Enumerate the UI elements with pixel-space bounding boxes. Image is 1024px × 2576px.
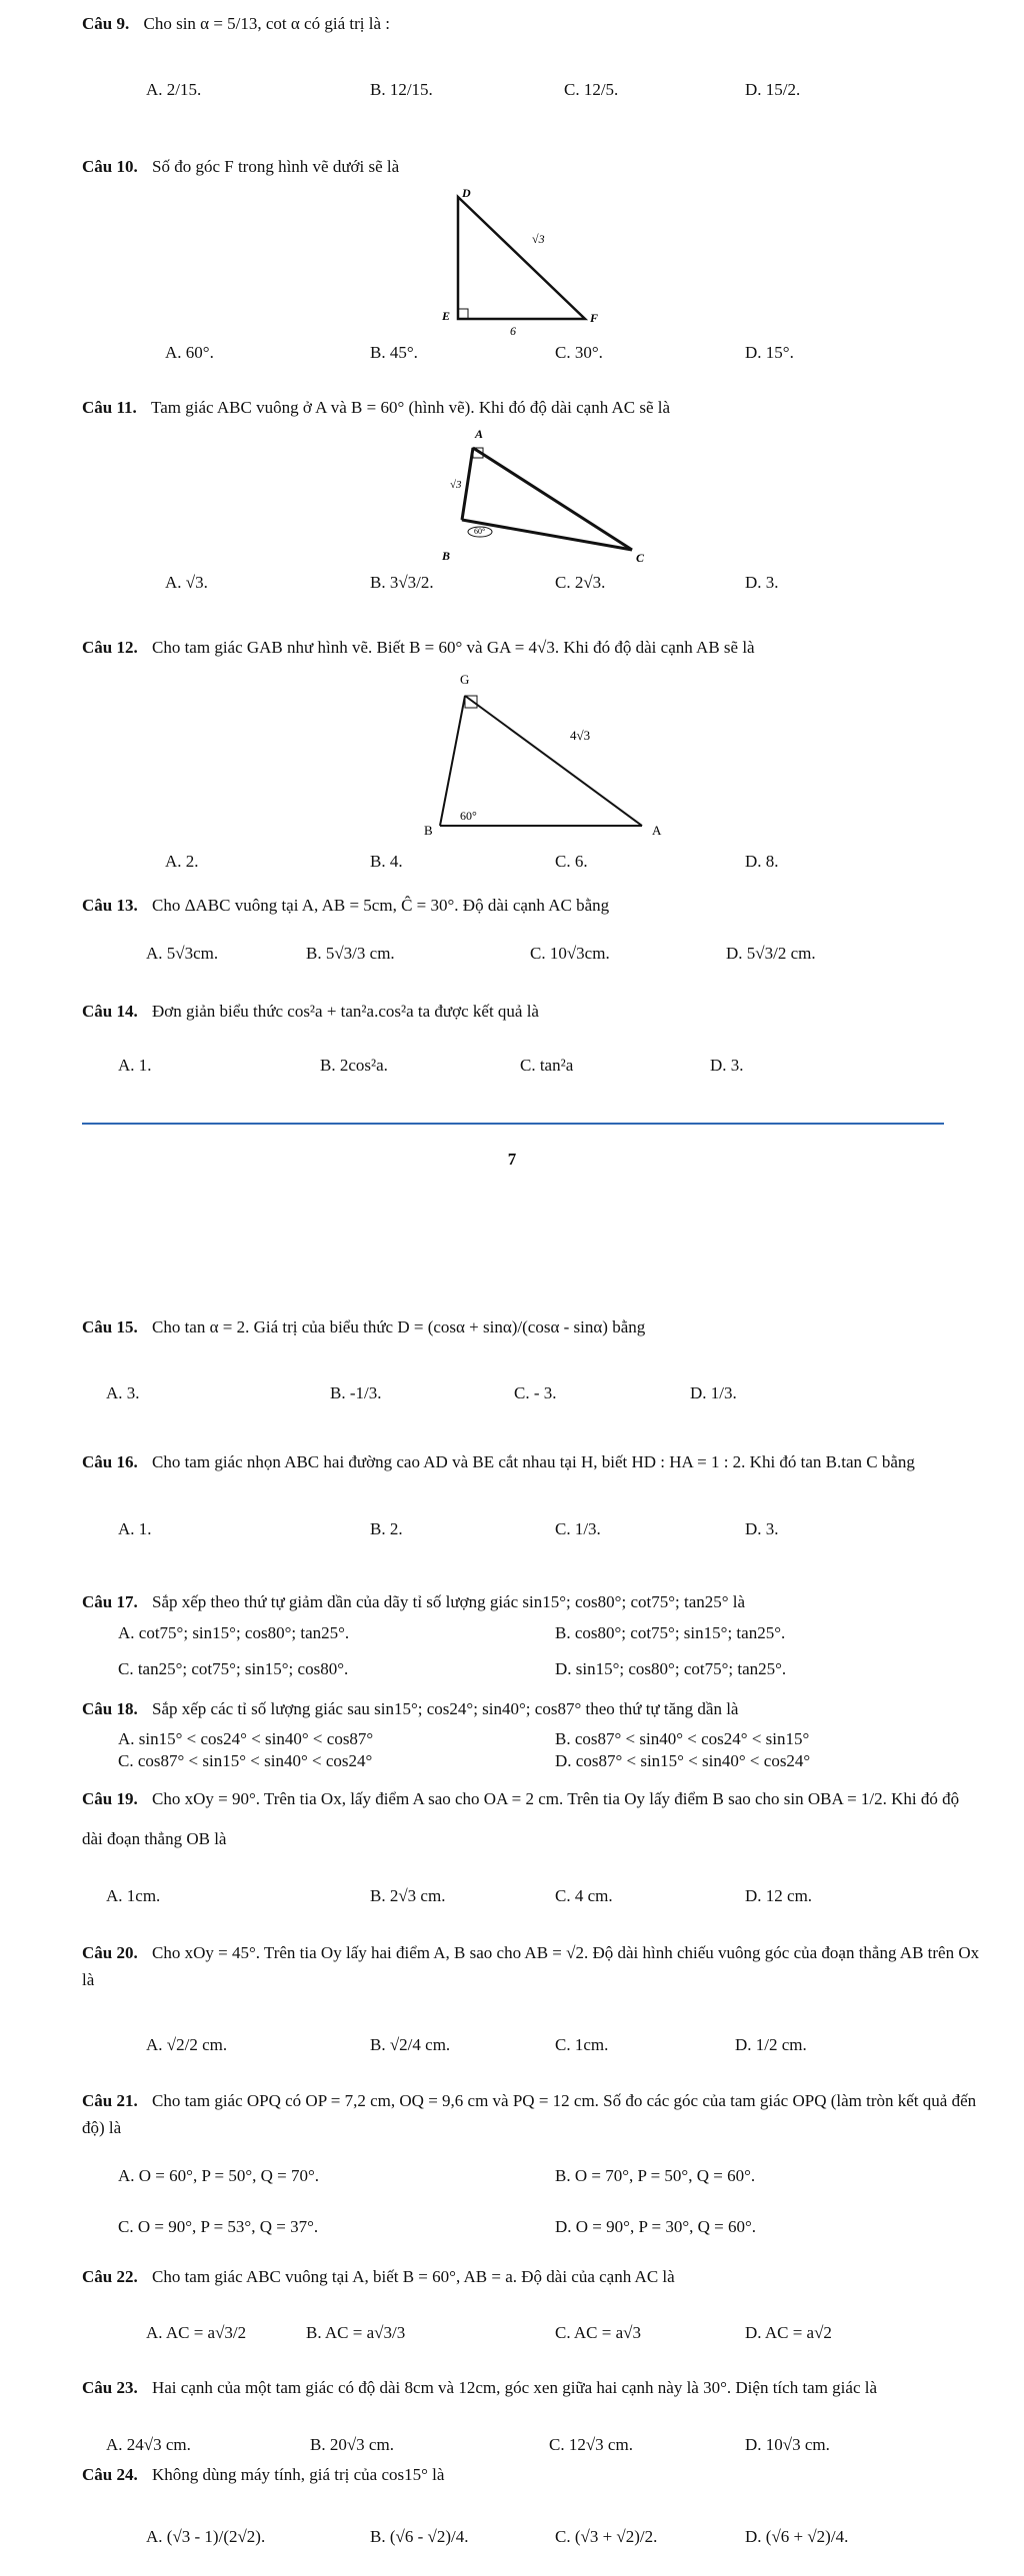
question-text: Sắp xếp các tỉ số lượng giác sau sin15°; cos24°; sin40°; cos87° theo thứ tự tăng dần là: [151, 1699, 739, 1718]
question-24: [82, 2465, 984, 2485]
option-d: D. 1/3.: [690, 1383, 737, 1402]
option-d: D. cos87° < sin15° < sin40° < cos24°: [555, 1751, 811, 1770]
option-d: D. 10√3 cm.: [745, 2435, 830, 2454]
label-c: C: [636, 551, 645, 565]
question-text: Cho tan α = 2. Giá trị của biểu thức D = (cosα + sinα)/(cosα - sinα) bằng: [151, 1317, 646, 1336]
option-b: B. 2.: [370, 1519, 403, 1538]
question-21: [82, 2087, 984, 2141]
label-d: D: [462, 186, 471, 200]
question-12: [82, 638, 984, 658]
option-c: C. 4 cm.: [555, 1886, 613, 1905]
option-d: D. 5√3/2 cm.: [726, 944, 816, 963]
question-number: Câu 18.: [82, 1699, 138, 1718]
option-d: D. sin15°; cos80°; cot75°; tan25°.: [555, 1659, 787, 1678]
option-d: D. 15°.: [745, 343, 794, 362]
figure-triangle-gab: [420, 670, 680, 840]
question-text: Số đo góc F trong hình vẽ dưới sẽ là: [151, 157, 400, 176]
option-b: B. 45°.: [370, 343, 418, 362]
option-a: A. 1.: [118, 1056, 152, 1075]
option-b: B. cos80°; cot75°; sin15°; tan25°.: [555, 1623, 786, 1642]
option-c: C. 10√3cm.: [530, 944, 610, 963]
option-c: C. 6.: [555, 852, 588, 871]
question-text: Cho sin α = 5/13, cot α có giá trị là :: [143, 14, 390, 33]
option-b: B. 2√3 cm.: [370, 1886, 446, 1905]
question-text: Cho tam giác GAB như hình vẽ. Biết B = 60° và GA = 4√3. Khi đó độ dài cạnh AB sẽ là: [151, 638, 755, 657]
question-text: Cho xOy = 90°. Trên tia Ox, lấy điểm A sao cho OA = 2 cm. Trên tia Oy lấy điểm B sao cho sin OBA = 1/2. Khi đó độ dài đoạn thẳng OB là: [82, 1789, 960, 1848]
option-a: A. (√3 - 1)/(2√2).: [146, 2527, 266, 2546]
question-23: [82, 2375, 984, 2401]
question-text: Cho tam giác OPQ có OP = 7,2 cm, OQ = 9,6 cm và PQ = 12 cm. Số đo các góc của tam giác OPQ (làm tròn kết quả đến độ) là: [82, 2091, 977, 2137]
label-angle-b: 60°: [460, 809, 477, 823]
option-c: C. - 3.: [514, 1383, 557, 1402]
question-number: Câu 22.: [82, 2267, 138, 2286]
option-b: B. 20√3 cm.: [310, 2435, 394, 2454]
option-d: D. 3.: [745, 573, 779, 592]
question-text: Cho ΔABC vuông tại A, AB = 5cm, Ĉ = 30°. Độ dài cạnh AC bằng: [151, 896, 610, 915]
option-c: C. (√3 + √2)/2.: [555, 2527, 658, 2546]
question-number: Câu 15.: [82, 1317, 138, 1336]
option-b: B. √2/4 cm.: [370, 2035, 451, 2054]
question-number: Câu 12.: [82, 638, 138, 657]
question-number: Câu 13.: [82, 896, 138, 915]
question-text: Đơn giản biểu thức cos²a + tan²a.cos²a ta được kết quả là: [151, 1002, 539, 1021]
option-b: B. O = 70°, P = 50°, Q = 60°.: [555, 2166, 756, 2185]
question-number: Câu 20.: [82, 1943, 138, 1962]
option-d: D. 8.: [745, 852, 779, 871]
label-f: F: [590, 311, 599, 325]
question-text: Cho tam giác nhọn ABC hai đường cao AD và BE cắt nhau tại H, biết HD : HA = 1 : 2. Khi đó tan B.tan C bằng: [151, 1452, 915, 1471]
option-b: B. cos87° < sin40° < cos24° < sin15°: [555, 1729, 810, 1748]
question-9: [82, 14, 984, 34]
question-number: Câu 24.: [82, 2465, 138, 2484]
option-c: C. 30°.: [555, 343, 603, 362]
option-c: C. tan²a: [520, 1056, 574, 1075]
label-b: B: [424, 823, 433, 838]
question-number: Câu 14.: [82, 1002, 138, 1021]
label-a: A: [475, 428, 484, 441]
question-text: Hai cạnh của một tam giác có độ dài 8cm và 12cm, góc xen giữa hai cạnh này là 30°. Diện tích tam giác là: [151, 2378, 878, 2397]
option-b: B. 5√3/3 cm.: [306, 944, 395, 963]
question-number: Câu 10.: [82, 157, 138, 176]
question-text: Sắp xếp theo thứ tự giảm dần của dãy tỉ số lượng giác sin15°; cos80°; cot75°; tan25° là: [151, 1592, 746, 1611]
figure-triangle-def: [370, 185, 640, 335]
question-text: Cho tam giác ABC vuông tại A, biết B = 60°, AB = a. Độ dài của cạnh AC là: [151, 2267, 675, 2286]
label-angle-b: 60°: [474, 527, 486, 536]
option-b: B. AC = a√3/3: [306, 2323, 406, 2342]
option-d: D. (√6 + √2)/4.: [745, 2527, 849, 2546]
option-b: B. 4.: [370, 852, 403, 871]
label-side-ef: 6: [510, 324, 516, 335]
option-d: D. 3.: [710, 1056, 744, 1075]
option-c: C. cos87° < sin15° < sin40° < cos24°: [118, 1751, 373, 1770]
option-b: B. 2cos²a.: [320, 1056, 388, 1075]
question-10: [82, 157, 984, 177]
question-number: Câu 17.: [82, 1592, 138, 1611]
option-b: B. -1/3.: [330, 1383, 382, 1402]
question-20: [82, 1939, 984, 1993]
option-b: B. 3√3/2.: [370, 573, 434, 592]
question-number: Câu 23.: [82, 2378, 138, 2397]
label-side-ab: √3: [450, 479, 462, 491]
question-number: Câu 16.: [82, 1452, 138, 1471]
question-number: Câu 21.: [82, 2091, 138, 2110]
question-14: [82, 1002, 984, 1022]
option-d: D. 15/2.: [745, 80, 801, 99]
option-a: A. AC = a√3/2: [146, 2323, 247, 2342]
option-c: C. 1/3.: [555, 1519, 601, 1538]
option-d: D. 3.: [745, 1519, 779, 1538]
option-c: C. O = 90°, P = 53°, Q = 37°.: [118, 2217, 319, 2236]
option-a: A. 24√3 cm.: [106, 2435, 191, 2454]
option-c: C. tan25°; cot75°; sin15°; cos80°.: [118, 1659, 349, 1678]
question-text: Không dùng máy tính, giá trị của cos15° là: [151, 2465, 445, 2484]
page-separator: [82, 1123, 944, 1125]
label-side-ga: 4√3: [570, 728, 591, 743]
question-22: [82, 2267, 984, 2287]
option-d: D. O = 90°, P = 30°, Q = 60°.: [555, 2217, 757, 2236]
option-a: A. 1.: [118, 1519, 152, 1538]
label-a: A: [652, 823, 662, 838]
question-19: [82, 1779, 984, 1859]
option-a: A. √2/2 cm.: [146, 2035, 228, 2054]
label-e: E: [442, 309, 451, 323]
option-c: C. AC = a√3: [555, 2323, 641, 2342]
question-13: [82, 896, 984, 916]
option-d: D. 1/2 cm.: [735, 2035, 807, 2054]
option-d: D. AC = a√2: [745, 2323, 832, 2342]
question-number: Câu 11.: [82, 398, 137, 417]
option-c: C. 1cm.: [555, 2035, 609, 2054]
option-a: A. O = 60°, P = 50°, Q = 70°.: [118, 2166, 320, 2185]
option-b: B. (√6 - √2)/4.: [370, 2527, 469, 2546]
option-a: A. 60°.: [165, 343, 214, 362]
option-a: A. 5√3cm.: [146, 944, 219, 963]
question-number: Câu 9.: [82, 14, 130, 33]
question-16: [82, 1449, 984, 1475]
figure-triangle-abc: [370, 428, 650, 568]
option-a: A. √3.: [165, 573, 208, 592]
label-side-de: √3: [532, 232, 545, 246]
option-c: C. 12/5.: [564, 80, 619, 99]
question-11: [82, 398, 984, 418]
page-number: 7: [507, 1150, 517, 1169]
option-b: B. 12/15.: [370, 80, 433, 99]
question-text: Tam giác ABC vuông ở A và B = 60° (hình vẽ). Khi đó độ dài cạnh AC sẽ là: [151, 398, 671, 417]
option-c: C. 2√3.: [555, 573, 606, 592]
option-d: D. 12 cm.: [745, 1886, 813, 1905]
label-b: B: [442, 549, 451, 563]
option-a: A. cot75°; sin15°; cos80°; tan25°.: [118, 1623, 350, 1642]
question-17: [82, 1592, 984, 1612]
question-15: [82, 1317, 984, 1337]
option-a: A. 3.: [106, 1383, 140, 1402]
option-a: A. sin15° < cos24° < sin40° < cos87°: [118, 1729, 374, 1748]
question-text: Cho xOy = 45°. Trên tia Oy lấy hai điểm A, B sao cho AB = √2. Độ dài hình chiếu vuông góc của đoạn thẳng AB trên Ox là: [82, 1943, 980, 1989]
option-a: A. 2/15.: [146, 80, 202, 99]
question-number: Câu 19.: [82, 1789, 138, 1808]
option-a: A. 1cm.: [106, 1886, 161, 1905]
question-18: [82, 1699, 984, 1719]
label-g: G: [460, 672, 470, 687]
option-c: C. 12√3 cm.: [549, 2435, 633, 2454]
option-a: A. 2.: [165, 852, 199, 871]
